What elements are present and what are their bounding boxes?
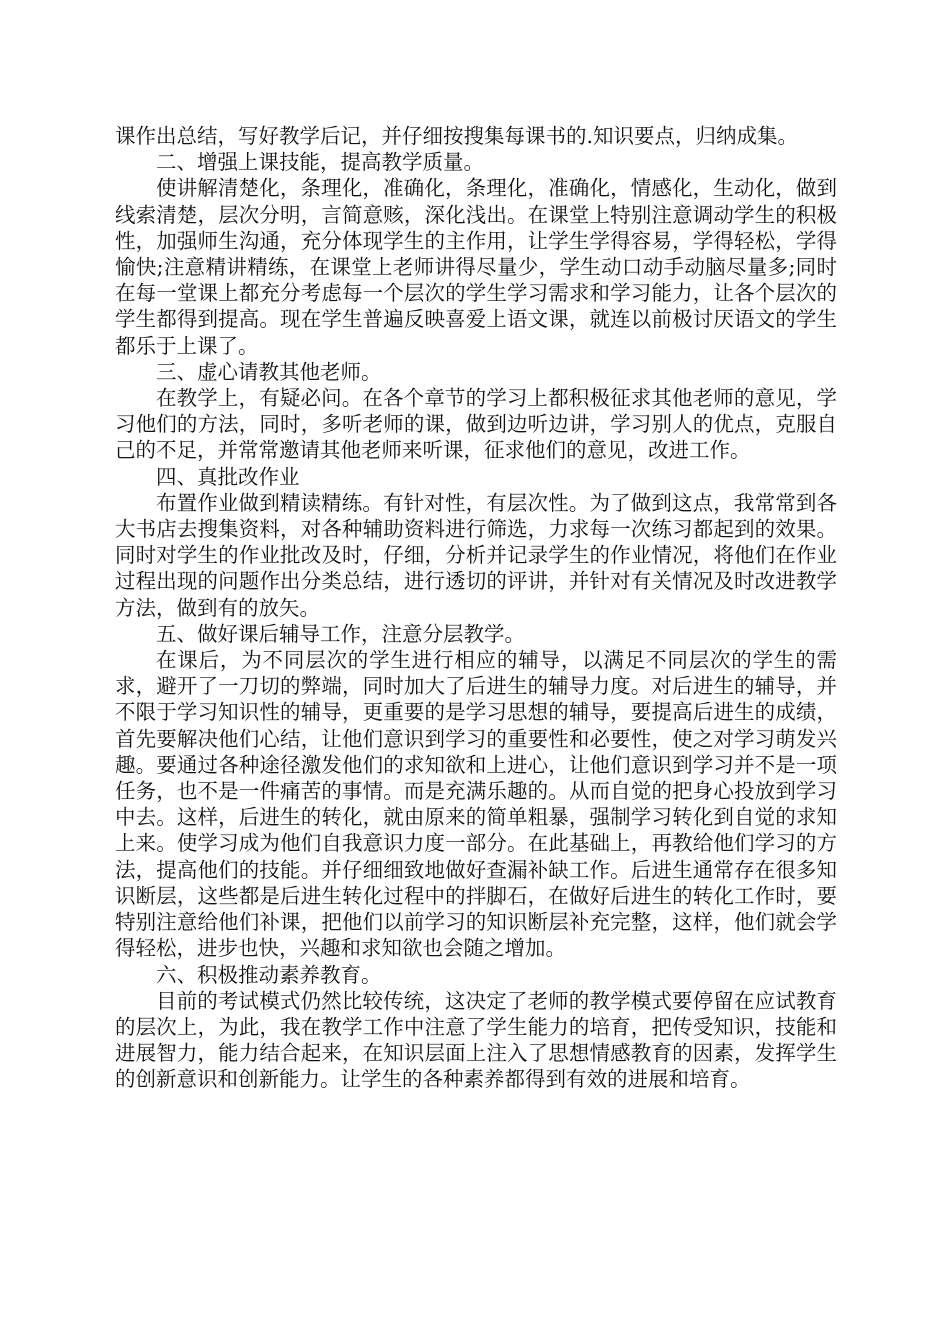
heading-section-3: 三、虚心请教其他老师。 — [156, 359, 382, 384]
paragraph-section-6: 目前的考试模式仍然比较传统，这决定了老师的教学模式要停留在应试教育的层次上，为此，我在教学工作中注意了学生能力的培育，把传受知识，技能和进展智力，能力结合起来，在知识层面上注入了思想情感教育的因素，发挥学生的创新意识和创新能力。让学生的各种素养都得到有效的进展和培育。 — [115, 988, 837, 1092]
paragraph-continuation: 课作出总结，写好教学后记，并仔细按搜集每课书的.知识要点，归纳成集。 — [115, 124, 799, 148]
paragraph-section-4: 布置作业做到精读精练。有针对性，有层次性。为了做到这点，我常常到各大书店去搜集资料，对各种辅助资料进行筛选，力求每一次练习都起到的效果。同时对学生的作业批改及时，仔细，分析并记录学生的作业情况，将他们在作业过程出现的问题作出分类总结，进行透切的评讲，并针对有关情况及时改进教学方法，做到有的放矢。 — [115, 490, 837, 620]
paragraph-section-5: 在课后，为不同层次的学生进行相应的辅导，以满足不同层次的学生的需求，避开了一刀切的弊端，同时加大了后进生的辅导力度。对后进生的辅导，并不限于学习知识性的辅导，更重要的是学习思想的辅导，要提高后进生的成绩，首先要解决他们心结，让他们意识到学习的重要性和必要性，使之对学习萌发兴趣。要通过各种途径激发他们的求知欲和上进心，让他们意识到学习并不是一项任务，也不是一件痛苦的事情。而是充满乐趣的。从而自觉的把身心投放到学习中去。这样，后进生的转化，就由原来的简单粗暴，强制学习转化到自觉的求知上来。使学习成为他们自我意识力度一部分。在此基础上，再教给他们学习的方法，提高他们的技能。并仔细细致地做好查漏补缺工作。后进生通常存在很多知识断层，这些都是后进生转化过程中的拌脚石，在做好后进生的转化工作时，要特别注意给他们补课，把他们以前学习的知识断层补充完整，这样，他们就会学得轻松，进步也快，兴趣和求知欲也会随之增加。 — [115, 648, 837, 961]
heading-section-4: 四、真批改作业 — [156, 464, 300, 489]
heading-section-5: 五、做好课后辅导工作，注意分层教学。 — [156, 621, 525, 646]
paragraph-section-3: 在教学上，有疑必问。在各个章节的学习上都积极征求其他老师的意见，学习他们的方法，同时，多听老师的课，做到边听边讲，学习别人的优点，克服自己的不足，并常常邀请其他老师来听课，征求他们的意见，改进工作。 — [115, 386, 837, 463]
document-body — [115, 123, 837, 1093]
heading-section-2: 二、增强上课技能，提高教学质量。 — [156, 150, 484, 175]
heading-section-6: 六、积极推动素养教育。 — [156, 962, 382, 987]
paragraph-section-2: 使讲解清楚化，条理化，准确化，条理化，准确化，情感化，生动化，做到线索清楚，层次分明，言简意赅，深化浅出。在课堂上特别注意调动学生的积极性，加强师生沟通，充分体现学生的主作用，让学生学得容易，学得轻松，学得愉快;注意精讲精练，在课堂上老师讲得尽量少，学生动口动手动脑尽量多;同时在每一堂课上都充分考虑每一个层次的学生学习需求和学习能力，让各个层次的学生都得到提高。现在学生普遍反映喜爱上语文课，就连以前极讨厌语文的学生都乐于上课了。 — [115, 176, 837, 358]
